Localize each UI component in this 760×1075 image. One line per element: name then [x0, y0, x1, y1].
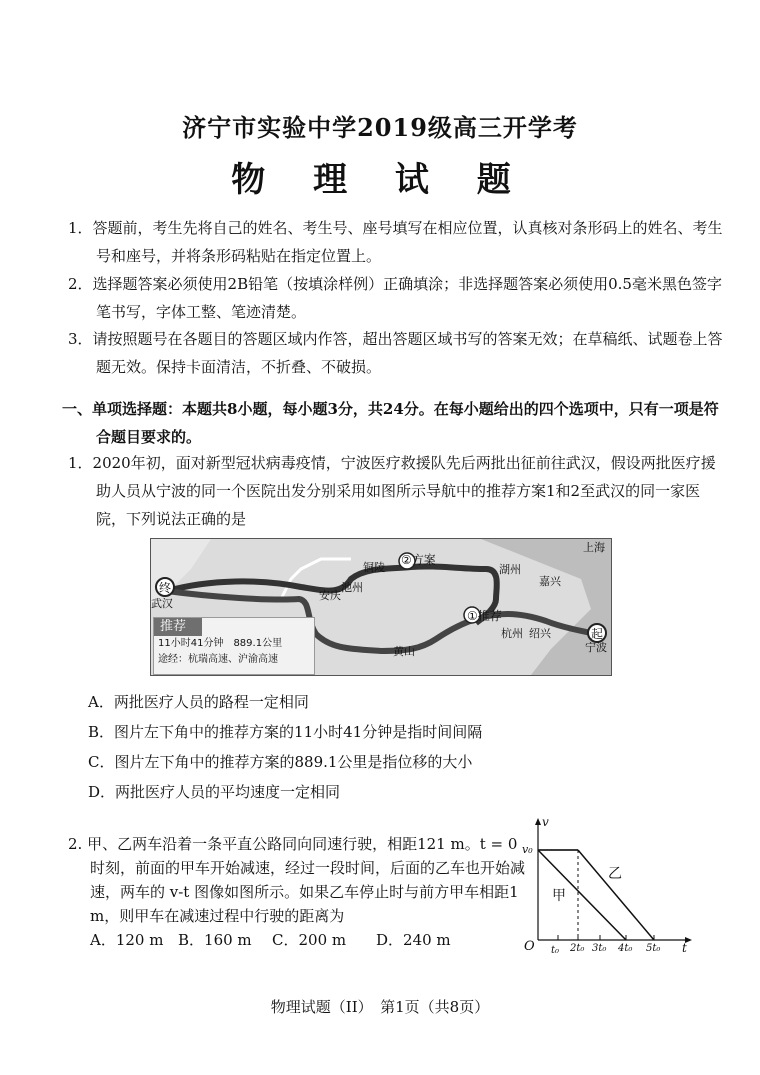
map-label-ningbo: 宁波	[585, 641, 607, 654]
recommendation-time-distance: 11小时41分钟 889.1公里	[158, 638, 283, 649]
recommendation-box	[153, 617, 315, 675]
question-2-option-b: B．160 m	[178, 931, 252, 949]
graph-tick-t0: t₀	[551, 945, 560, 956]
graph-tick-5t0: 5t₀	[646, 943, 661, 954]
graph-t-axis-label: t	[682, 941, 687, 955]
question-1-option-d: D．两批医疗人员的平均速度一定相同	[88, 783, 341, 801]
question-2-option-c: C．200 m	[272, 931, 347, 949]
vt-graph	[520, 815, 695, 965]
question-2-stem: 2. 甲、乙两车沿着一条平直公路同向同速行驶，相距121 m。t = 0时刻，前面的甲车开始减速，经过一段时间，后面的乙车也开始减速，两车的 v-t 图像如图所示。如果乙车停止时与前方甲车相距1 m，则甲车在减速过程中行驶的距离为	[68, 835, 526, 925]
graph-label-yi: 乙	[608, 866, 622, 882]
question-1-option-c: C．图片左下角中的推荐方案的889.1公里是指位移的大小	[88, 753, 473, 771]
map-label-huzhou: 湖州	[499, 563, 521, 576]
page-footer: 物理试题（II） 第1页（共8页）	[270, 998, 490, 1016]
navigation-map	[150, 538, 612, 676]
map-label-plan2: ②方案	[401, 553, 436, 567]
map-label-shanghai: 上海	[583, 541, 605, 554]
map-label-start: 起	[591, 627, 604, 641]
map-label-huangshan: 黄山	[393, 645, 415, 658]
instruction-2: 2．选择题答案必须使用2B铅笔（按填涂样例）正确填涂；非选择题答案必须使用0.5毫米黑色签字笔书写，字体工整、笔迹清楚。	[68, 275, 722, 321]
graph-v-axis-label: v	[542, 815, 549, 829]
map-label-chizhou: 池州	[341, 581, 363, 594]
question-1-option-a: A．两批医疗人员的路程一定相同	[88, 693, 309, 711]
map-label-hangzhou: 杭州	[501, 627, 523, 640]
graph-tick-2t0: 2t₀	[570, 943, 585, 954]
section-heading: 一、单项选择题：本题共8小题，每小题3分，共24分。在每小题给出的四个选项中，只有一项是符合题目要求的。	[62, 400, 719, 446]
instruction-3: 3．请按照题号在各题目的答题区域内作答，超出答题区域书写的答案无效；在草稿纸、试题卷上答题无效。保持卡面清洁，不折叠、不破损。	[68, 330, 723, 376]
map-label-end: 终	[159, 581, 172, 595]
question-1-option-b: B．图片左下角中的推荐方案的11小时41分钟是指时间间隔	[88, 723, 483, 741]
map-label-anqing: 安庆	[319, 589, 341, 602]
graph-label-jia: 甲	[552, 888, 566, 904]
map-label-tongling: 铜陵	[363, 561, 385, 574]
question-2-options	[90, 928, 451, 952]
map-label-shaoxing: 绍兴	[529, 627, 551, 640]
recommendation-header: 推荐	[154, 618, 202, 636]
exam-title: 济宁市实验中学2019级高三开学考	[182, 113, 578, 142]
subject-title: 物 理 试 题	[231, 160, 529, 200]
map-label-plan1: ①推荐	[467, 609, 502, 623]
question-2-option-a: A．120 m	[90, 931, 164, 949]
question-1-stem: 1．2020年初，面对新型冠状病毒疫情，宁波医疗救援队先后两批出征前往武汉，假设两批医疗援助人员从宁波的同一个医院出发分别采用如图所示导航中的推荐方案1和2至武汉的同一家医院，下列说法正确的是	[68, 454, 716, 528]
instruction-1: 1．答题前，考生先将自己的姓名、考生号、座号填写在相应位置，认真核对条形码上的姓名、考生号和座号，并将条形码粘贴在指定位置上。	[68, 219, 723, 265]
recommendation-route: 途经：杭瑞高速、沪渝高速	[158, 654, 278, 665]
map-label-wuhan: 武汉	[151, 597, 173, 610]
graph-tick-3t0: 3t₀	[592, 943, 607, 954]
graph-tick-4t0: 4t₀	[618, 943, 633, 954]
graph-origin-label: O	[524, 939, 535, 954]
question-2-option-d: D．240 m	[376, 931, 451, 949]
graph-v0-label: v₀	[522, 843, 533, 856]
map-label-jiaxing: 嘉兴	[539, 575, 561, 588]
